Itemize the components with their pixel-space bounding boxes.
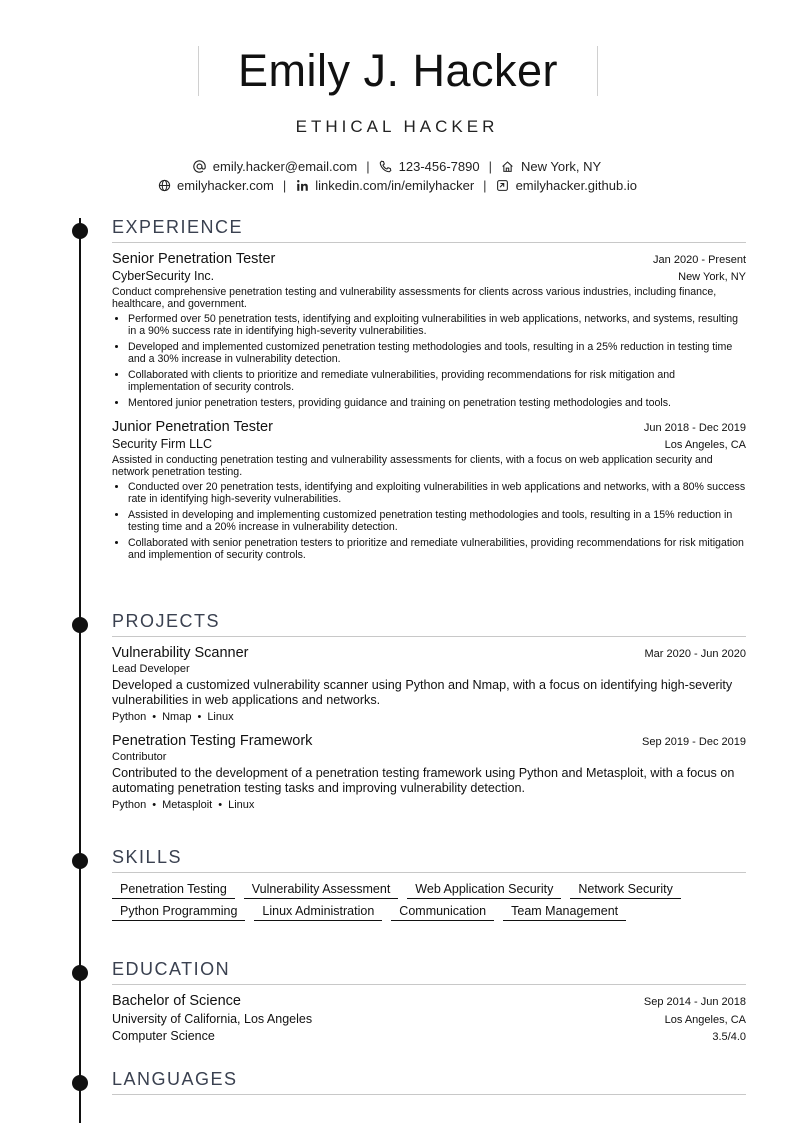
field-of-study: Computer Science: [112, 1029, 215, 1043]
contact-location: [501, 159, 601, 174]
separator: |: [366, 159, 370, 174]
skill-tag: Linux Administration: [254, 903, 382, 921]
skill-tag: Web Application Security: [407, 881, 561, 899]
languages-section: [112, 1066, 746, 1095]
contact-email[interactable]: [193, 159, 357, 174]
education-entry: [112, 993, 746, 1043]
experience-section: [112, 214, 746, 565]
experience-entry: [112, 419, 746, 561]
location-text: New York, NY: [520, 159, 602, 174]
project-description: Developed a customized vulnerability scanner using Python and Nmap, with a focus on identifying high-severity vulnerabilities in web applications and networks.: [112, 678, 733, 707]
contact-row-1: [0, 159, 794, 174]
experience-entry: [112, 251, 746, 409]
project-role: Contributor: [112, 751, 167, 763]
job-description: Conduct comprehensive penetration testing and vulnerability assessments for clients across various industries, including finance, healthcare, and government.: [112, 286, 717, 310]
separator: |: [282, 178, 287, 193]
candidate-title: ETHICAL HACKER: [295, 117, 499, 136]
skill-tag: Python Programming: [112, 903, 245, 921]
company-name: CyberSecurity Inc.: [112, 269, 215, 283]
github-text: emilyhacker.github.io: [515, 178, 637, 193]
job-title: Senior Penetration Tester: [112, 251, 276, 267]
project-title: Penetration Testing Framework: [112, 733, 313, 749]
globe-icon: [157, 179, 171, 193]
school-location: Los Angeles, CA: [664, 1014, 746, 1026]
school-name: University of California, Los Angeles: [112, 1012, 313, 1026]
project-entry: [112, 733, 746, 811]
contact-website[interactable]: [157, 178, 274, 193]
section-title: LANGUAGES: [112, 1066, 746, 1095]
tech-item: Python: [112, 711, 147, 723]
contact-linkedin[interactable]: [295, 178, 474, 193]
list-item: • Conducted over 20 penetration tests, identifying and exploiting vulnerabilities in web applications and networks, with a 80% success rate in identifying high-severity vulnerabilities.: [128, 481, 746, 505]
separator: |: [483, 178, 487, 193]
timeline-dot: [72, 1075, 88, 1091]
timeline-line: [79, 218, 81, 1123]
project-title: Vulnerability Scanner: [112, 645, 249, 661]
skill-tag: Vulnerability Assessment: [244, 881, 399, 899]
job-location: Los Angeles, CA: [664, 439, 746, 451]
education-date: Sep 2014 - Jun 2018: [643, 996, 746, 1008]
section-title: PROJECTS: [112, 608, 746, 637]
tech-item: Python: [112, 799, 147, 811]
list-item: • Assisted in developing and implementing customized penetration testing methodologies and tools, resulting in a 15% reduction in testing time and a 20% increase in vulnerability detection.: [128, 509, 746, 533]
tech-item: Nmap: [162, 711, 192, 723]
project-role: Lead Developer: [112, 663, 190, 675]
job-title: Junior Penetration Tester: [112, 419, 273, 435]
job-bullets: [112, 481, 746, 561]
project-entry: [112, 645, 746, 723]
contact-row-2: [0, 178, 794, 193]
phone-icon: [379, 160, 393, 174]
section-title: EDUCATION: [112, 956, 746, 985]
skill-tag: Team Management: [503, 903, 626, 921]
education-section: [112, 956, 746, 1043]
job-description: Assisted in conducting penetration testing and vulnerability assessments for clients, with a focus on web application security and network penetration testing.: [112, 454, 713, 478]
section-title: EXPERIENCE: [112, 214, 746, 243]
link-square-icon: [496, 179, 510, 193]
contact-github[interactable]: [496, 178, 637, 193]
project-description: Contributed to the development of a penetration testing framework using Python and Metasploit, with a focus on automating penetration testing tasks and improving vulnerability detection.: [112, 766, 735, 795]
job-bullets: [112, 313, 746, 409]
candidate-name: Emily J. Hacker: [237, 45, 559, 96]
skill-tag: Communication: [391, 903, 494, 921]
list-item: • Mentored junior penetration testers, providing guidance and training on penetration testing methodologies and tools.: [128, 397, 746, 409]
list-item: • Performed over 50 penetration tests, identifying and exploiting vulnerabilities in web applications, networks, and systems, resulting in a 90% success rate in identifying high-severity vulnerabilities.: [128, 313, 746, 337]
project-tech: Python • Metasploit • Linux: [112, 799, 255, 811]
skills-list: [112, 881, 746, 921]
job-location: New York, NY: [678, 271, 746, 283]
linkedin-icon: [295, 179, 309, 193]
list-item: • Collaborated with clients to prioritize and remediate vulnerabilities, providing recommendations for risk mitigation and implementation of security controls.: [128, 369, 746, 393]
degree: Bachelor of Science: [112, 993, 241, 1009]
name-frame: [198, 46, 598, 96]
company-name: Security Firm LLC: [112, 437, 213, 451]
skills-section: [112, 844, 746, 921]
timeline-dot: [72, 965, 88, 981]
website-text: emilyhacker.com: [177, 178, 274, 193]
skill-tag: Penetration Testing: [112, 881, 235, 899]
email-text: emily.hacker@email.com: [212, 159, 358, 174]
timeline-dot: [72, 617, 88, 633]
gpa: 3.5/4.0: [712, 1031, 746, 1043]
contact-phone[interactable]: [379, 159, 480, 174]
list-item: • Developed and implemented customized penetration testing methodologies and tools, resulting in a 25% reduction in testing time and a 30% increase in vulnerability detection.: [128, 341, 746, 365]
separator: |: [488, 159, 492, 174]
project-tech: Python • Nmap • Linux: [112, 711, 234, 723]
at-icon: [193, 160, 207, 174]
phone-text: 123-456-7890: [398, 159, 480, 174]
tech-item: Metasploit: [162, 799, 213, 811]
timeline-dot: [72, 853, 88, 869]
job-date: Jun 2018 - Dec 2019: [643, 422, 746, 434]
linkedin-text: linkedin.com/in/emilyhacker: [315, 178, 475, 193]
list-item: • Collaborated with senior penetration testers to prioritize and remediate vulnerabilities, providing recommendations for risk mitigation and implemention of security controls.: [128, 537, 746, 561]
job-date: Jan 2020 - Present: [653, 254, 746, 266]
section-title: SKILLS: [112, 844, 746, 873]
home-icon: [501, 160, 515, 174]
project-date: Sep 2019 - Dec 2019: [642, 736, 746, 748]
tech-item: Linux: [228, 799, 255, 811]
tech-item: Linux: [207, 711, 234, 723]
projects-section: [112, 608, 746, 811]
project-date: Mar 2020 - Jun 2020: [644, 648, 746, 660]
timeline-dot: [72, 223, 88, 239]
skill-tag: Network Security: [570, 881, 680, 899]
